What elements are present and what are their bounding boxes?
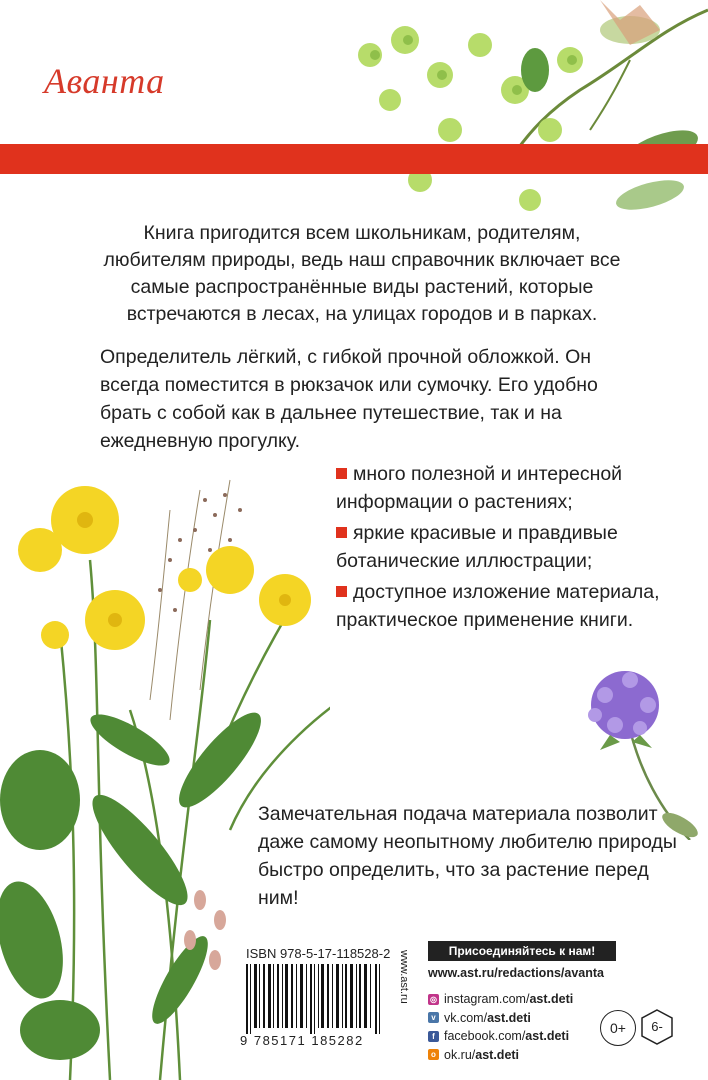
maple-branch-illustration — [330, 0, 708, 230]
bullet-square-icon — [336, 586, 347, 597]
isbn-label: ISBN 978-5-17-118528-2 — [246, 946, 391, 961]
social-link-odnoklassniki[interactable]: o ok.ru/ ast.deti — [428, 1046, 573, 1065]
list-item: яркие красивые и правдивые ботанические иллюстрации; — [336, 522, 618, 572]
vk-icon: v — [428, 1012, 439, 1023]
intro-paragraph: Книга пригодится всем школьникам, родителям, любителям природы, ведь наш справочник включает все самые распространённые виды растений, которые встречаются в лесах, на улицах городов и в парках. — [103, 222, 621, 325]
age-rating-badge: 0+ — [600, 1010, 636, 1046]
barcode-number: 9 785171 185282 — [240, 1033, 364, 1048]
closing-paragraph: Замечательная подача материала позволит даже самому неопытному любителю природы быстро определить, что за растение перед ним! — [258, 803, 677, 909]
social-link-instagram[interactable]: ◎ instagram.com/ ast.deti — [430, 992, 574, 1006]
barcode — [244, 964, 384, 1034]
bullet-square-icon — [336, 527, 347, 538]
social-link-vk[interactable]: v vk.com/ ast.deti — [428, 1009, 573, 1028]
join-us-banner: Присоединяйтесь к нам! — [428, 941, 616, 961]
features-list — [336, 460, 676, 637]
list-item: доступное изложение материала, практическое применение книги. — [336, 581, 660, 631]
social-link-facebook[interactable]: f facebook.com/ ast.deti — [428, 1027, 573, 1046]
website-link[interactable]: www.ast.ru/redactions/avanta — [428, 966, 604, 980]
facebook-icon: f — [428, 1031, 439, 1042]
odnoklassniki-icon: o — [428, 1049, 439, 1060]
age-rating-hexagon-label: 6- — [651, 1019, 663, 1034]
vertical-site-label: www.ast.ru — [398, 950, 410, 1004]
age-rating-hexagon — [638, 1008, 676, 1046]
header-red-stripe — [0, 144, 708, 174]
instagram-icon: ◎ — [428, 994, 439, 1005]
bullet-square-icon — [336, 468, 347, 479]
social-links — [428, 990, 573, 1064]
list-item: много полезной и интересной информации о растениях; — [336, 463, 623, 513]
publisher-logo: Аванта — [44, 61, 165, 101]
description-paragraph: Определитель лёгкий, с гибкой прочной обложкой. Он всегда поместится в рюкзачок или сумочку. Его удобно брать с собой как в дальнее путешествие, так и на ежедневную прогулку. — [100, 346, 598, 452]
